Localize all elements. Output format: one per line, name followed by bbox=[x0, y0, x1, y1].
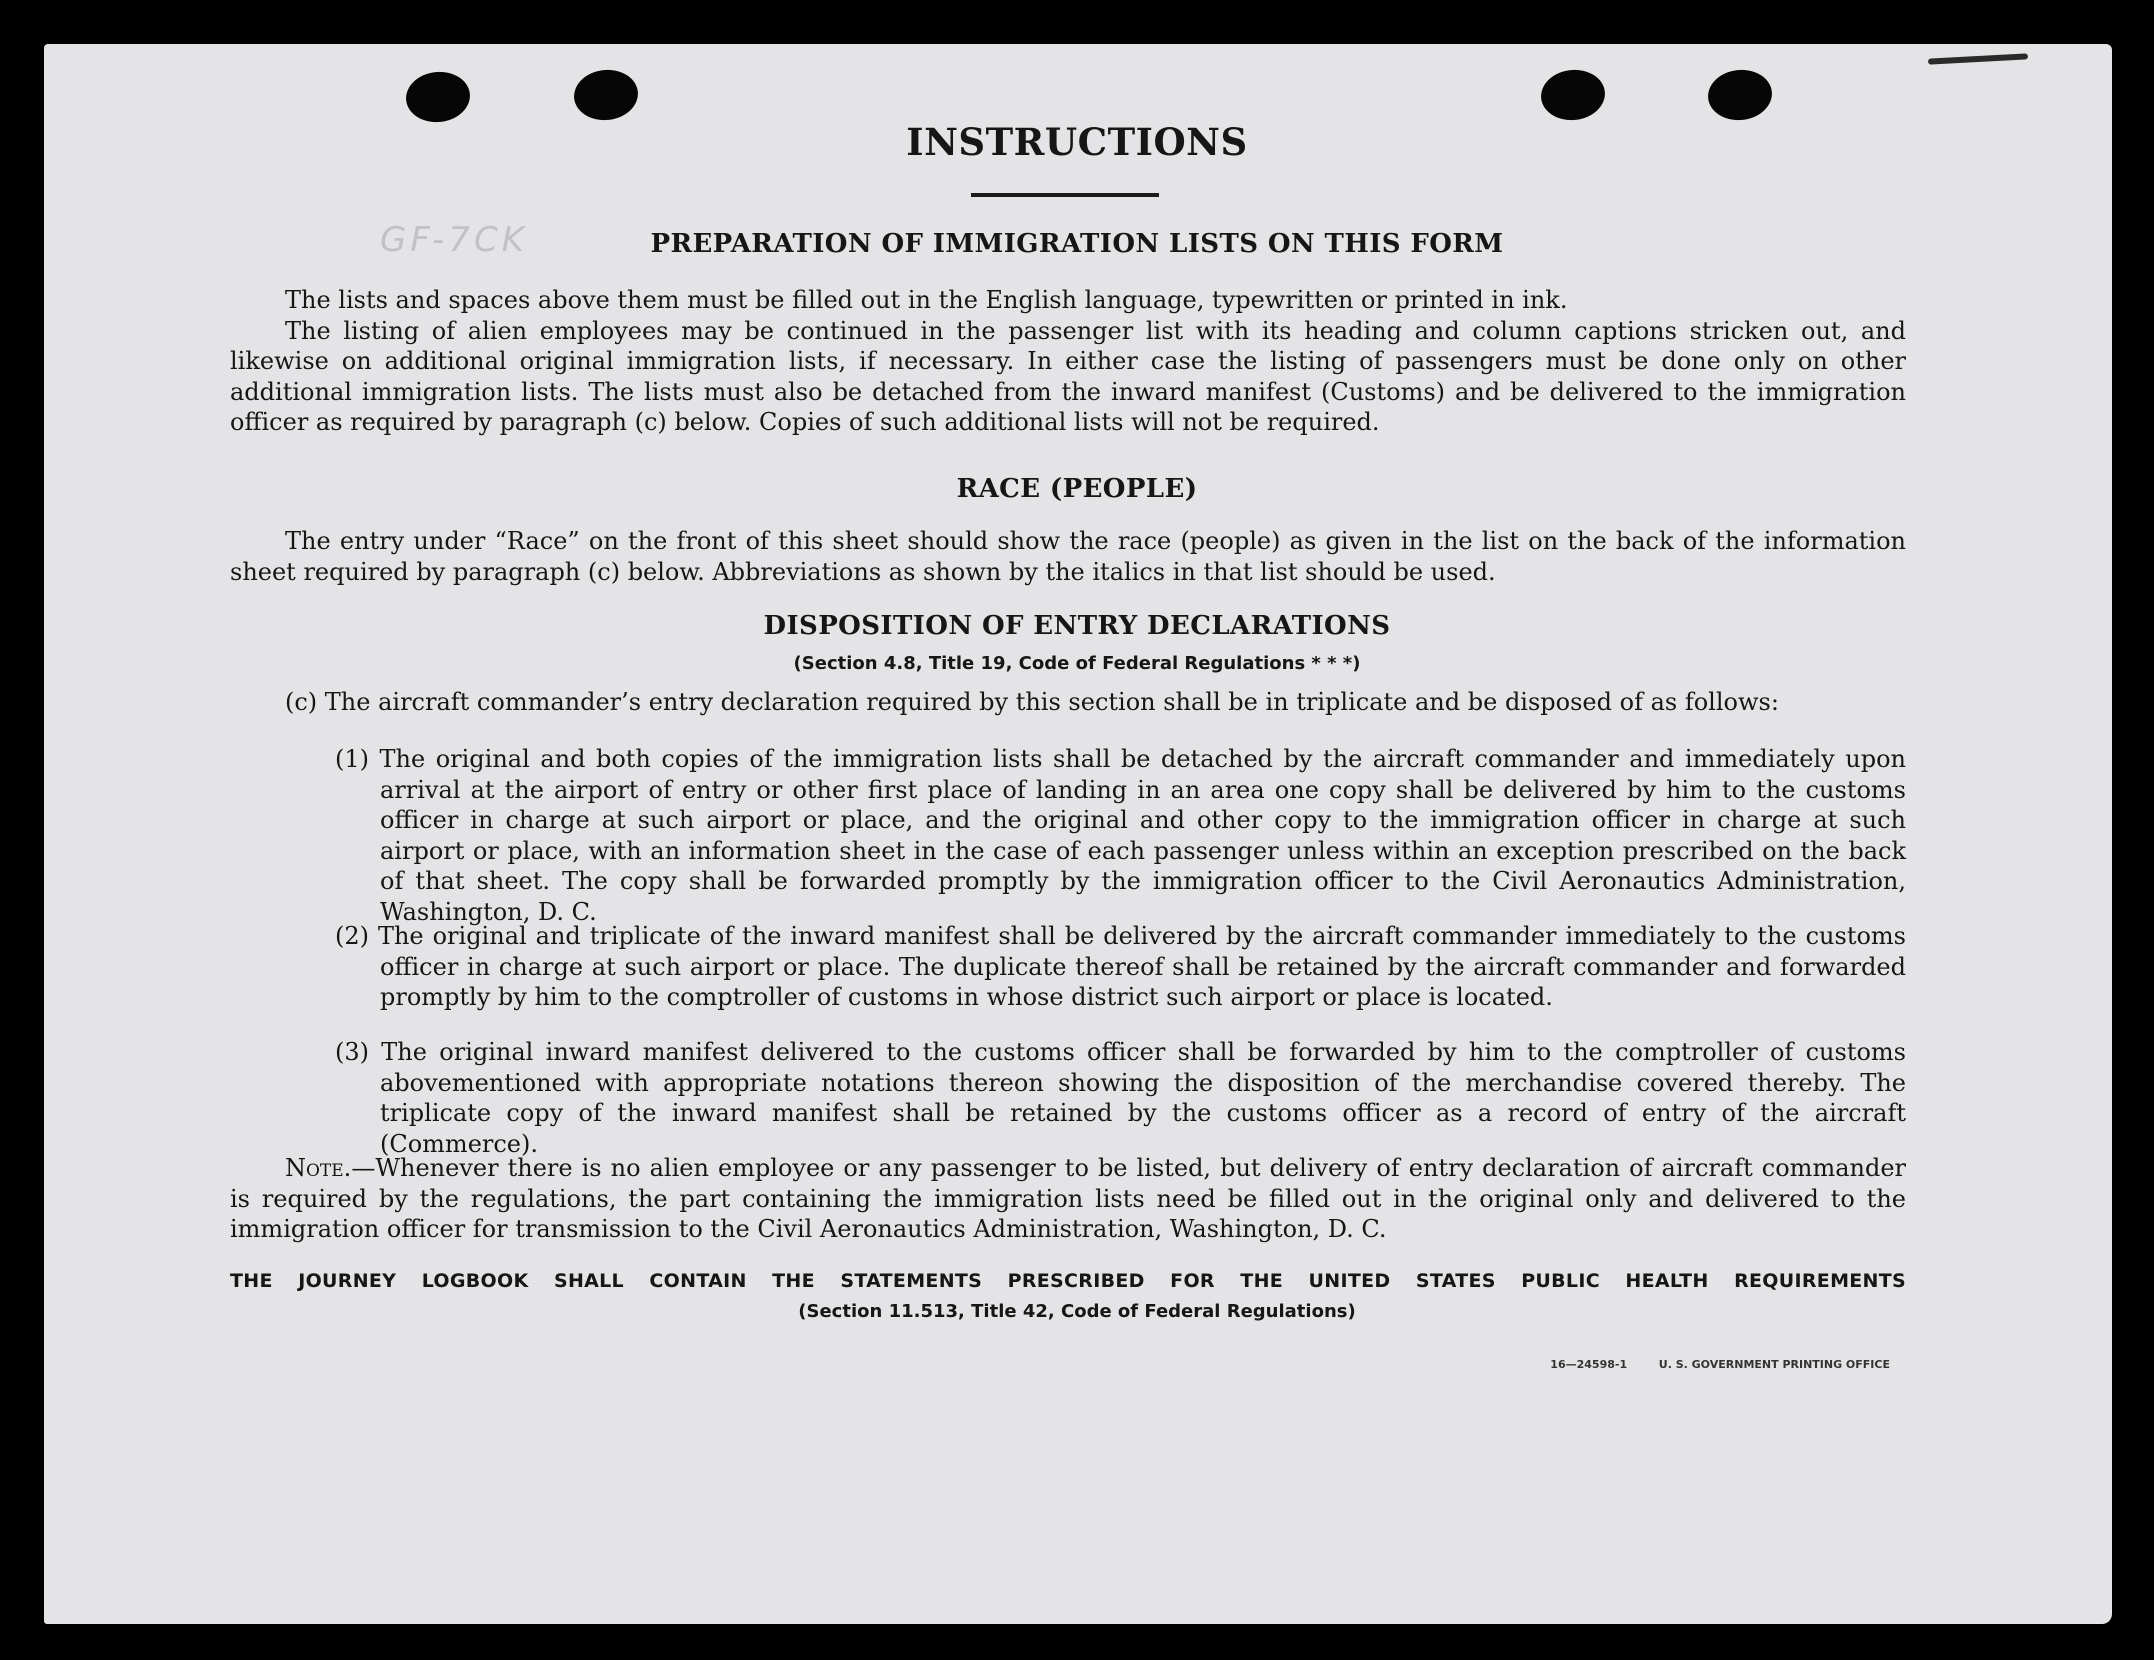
disposition-item-3: (3) The original inward manifest delivered to the customs officer shall be forwarded by him to the comptroller of customs abovementioned with appropriate notations thereon showing the disposition of the merchandise covered thereby. The triplicate copy of the inward manifest shall be retained by the customs officer as a record of entry of the aircraft (Commerce). bbox=[335, 1038, 1906, 1158]
preparation-block bbox=[230, 285, 1906, 438]
health-citation: (Section 11.513, Title 42, Code of Federal Regulations) bbox=[798, 1301, 1356, 1322]
printer-name: U. S. GOVERNMENT PRINTING OFFICE bbox=[1658, 1358, 1890, 1371]
disposition-item-3-block bbox=[335, 1037, 1906, 1159]
disposition-citation: (Section 4.8, Title 19, Code of Federal Regulations * * *) bbox=[793, 653, 1361, 674]
disposition-item-2-block bbox=[335, 921, 1906, 1013]
preparation-paragraph-2: The listing of alien employees may be continued in the passenger list with its heading and column captions stricken out, and likewise on additional original immigration lists, if necessary. In either case the listing of passengers must be done only on other additional immigration lists. The lists must also be detached from the inward manifest (Customs) and be delivered to the immigration officer as required by paragraph (c) below. Copies of such additional lists will not be required. bbox=[230, 316, 1906, 436]
heading-preparation: PREPARATION OF IMMIGRATION LISTS ON THIS FORM bbox=[650, 229, 1504, 259]
race-paragraph: The entry under “Race” on the front of this sheet should show the race (people) as given in the list on the back of the information sheet required by paragraph (c) below. Abbreviations as shown by the italics in that list should be used. bbox=[230, 527, 1906, 586]
faint-handwritten-mark: GF-7CK bbox=[380, 220, 528, 260]
page-title: INSTRUCTIONS bbox=[906, 120, 1248, 164]
disposition-intro-block bbox=[285, 687, 1906, 718]
disposition-item-1: (1) The original and both copies of the immigration lists shall be detached by the aircraft commander and immediately upon arrival at the airport of entry or other first place of landing in an area one copy shall be delivered by him to the customs officer in charge at such airport or place, and the original and other copy to the immigration officer in charge at such airport or place, with an information sheet in the case of each passenger unless within an exception prescribed on the back of that sheet. The copy shall be forwarded promptly by the immigration officer to the Civil Aeronautics Administration, Washington, D. C. bbox=[335, 745, 1906, 926]
race-block bbox=[230, 526, 1906, 587]
disposition-item-1-block bbox=[335, 744, 1906, 927]
note-label: Note. bbox=[285, 1154, 352, 1182]
note-block bbox=[230, 1153, 1906, 1245]
heading-disposition: DISPOSITION OF ENTRY DECLARATIONS bbox=[763, 611, 1391, 641]
note-text: —Whenever there is no alien employee or any passenger to be listed, but delivery of entry declaration of aircraft commander is required by the regulations, the part containing the immigration lists need be filled out in the original only and delivered to the immigration officer for transmission to the Civil Aeronautics Administration, Washington, D. C. bbox=[230, 1154, 1906, 1243]
form-code: 16—24598-1 bbox=[1550, 1358, 1628, 1371]
disposition-item-2: (2) The original and triplicate of the inward manifest shall be delivered by the aircraft commander immediately to the customs officer in charge at such airport or place. The duplicate thereof shall be retained by the aircraft commander and forwarded promptly by him to the comptroller of customs in whose district such airport or place is located. bbox=[335, 922, 1906, 1011]
printing-imprint bbox=[1490, 1358, 1890, 1371]
note-paragraph bbox=[230, 1153, 1906, 1245]
disposition-intro: (c) The aircraft commander’s entry declaration required by this section shall be in triplicate and be disposed of as follows: bbox=[285, 688, 1779, 716]
preparation-paragraph-1: The lists and spaces above them must be filled out in the English language, typewritten or printed in ink. bbox=[285, 286, 1568, 314]
heading-race: RACE (PEOPLE) bbox=[956, 474, 1198, 504]
health-requirements-line: THE JOURNEY LOGBOOK SHALL CONTAIN THE STATEMENTS PRESCRIBED FOR THE UNITED STATES PUBLIC HEALTH REQUIREMENTS bbox=[230, 1270, 1906, 1292]
title-underline bbox=[971, 193, 1159, 197]
